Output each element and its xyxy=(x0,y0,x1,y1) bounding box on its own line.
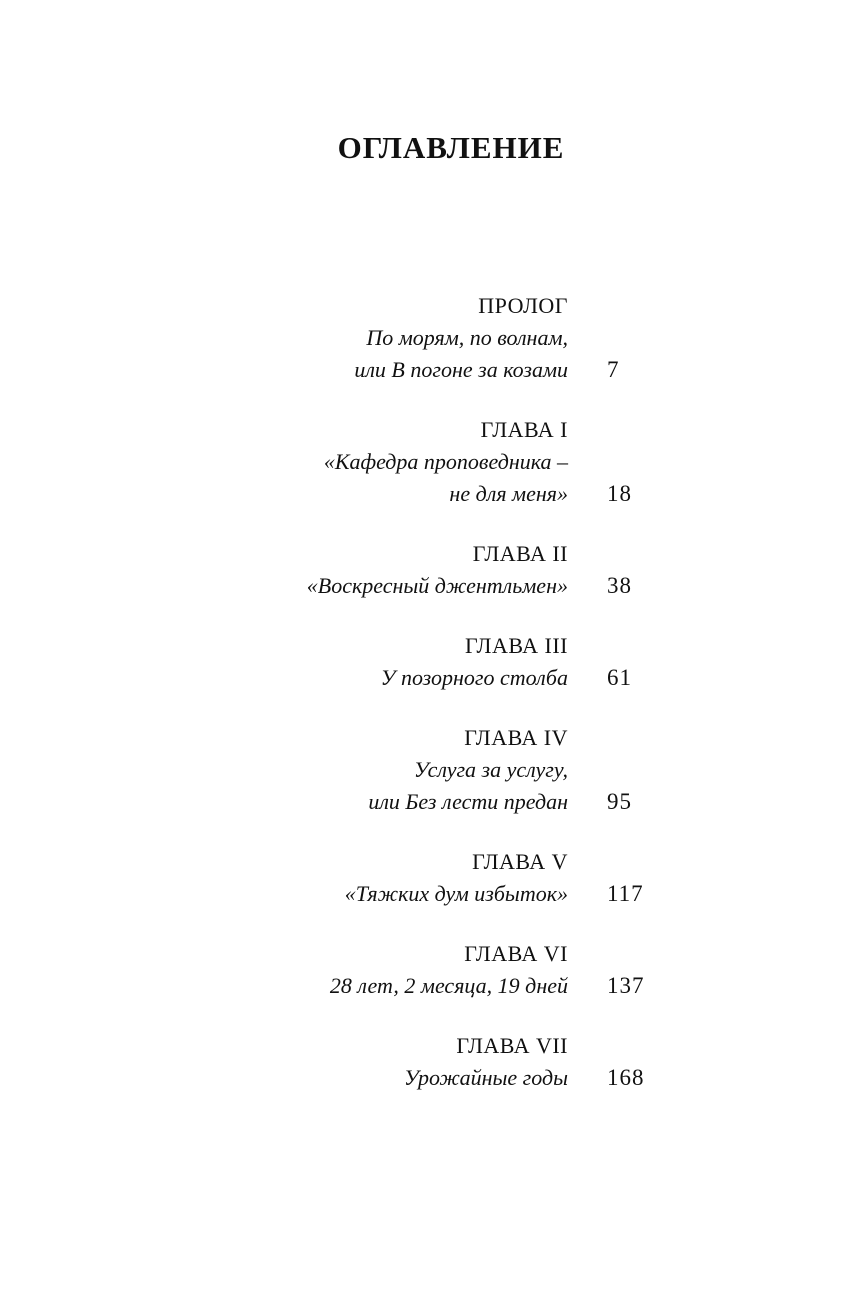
page-number: 168 xyxy=(607,1065,645,1090)
chapter-heading: ГЛАВА III xyxy=(464,633,568,658)
page-title: ОГЛАВЛЕНИЕ xyxy=(337,130,565,165)
chapter-title-line: У позорного столба xyxy=(380,665,568,690)
chapter-heading: ГЛАВА I xyxy=(480,417,568,442)
page-number: 117 xyxy=(607,881,644,906)
toc-entry-chapter-1[interactable] xyxy=(0,414,844,510)
chapter-heading: ГЛАВА IV xyxy=(464,725,568,750)
toc-entry-chapter-4[interactable] xyxy=(0,722,844,818)
chapter-heading: ПРОЛОГ xyxy=(478,293,568,318)
page-number: 7 xyxy=(607,357,620,382)
chapter-title-line: 28 лет, 2 месяца, 19 дней xyxy=(329,973,568,998)
toc-entry-chapter-7[interactable] xyxy=(0,1030,844,1094)
toc-entry-chapter-5[interactable] xyxy=(0,846,844,910)
toc-entry-prologue[interactable] xyxy=(0,290,844,386)
table-of-contents xyxy=(0,290,844,1094)
page-number: 61 xyxy=(607,665,632,690)
chapter-title-line: или В погоне за козами xyxy=(354,357,568,382)
page-number: 38 xyxy=(607,573,632,598)
chapter-title-line: Урожайные годы xyxy=(404,1065,568,1090)
toc-entry-chapter-3[interactable] xyxy=(0,630,844,694)
chapter-title-line: «Воскресный джентльмен» xyxy=(306,573,568,598)
chapter-title-line: или Без лести предан xyxy=(368,789,568,814)
page-number: 18 xyxy=(607,481,632,506)
chapter-title-line: не для меня» xyxy=(449,481,568,506)
chapter-heading: ГЛАВА II xyxy=(472,541,568,566)
toc-entry-chapter-2[interactable] xyxy=(0,538,844,602)
toc-entry-chapter-6[interactable] xyxy=(0,938,844,1002)
chapter-title-line: По морям, по волнам, xyxy=(366,325,568,350)
page-number: 137 xyxy=(607,973,645,998)
page-number: 95 xyxy=(607,789,632,814)
chapter-title-line: «Кафедра проповедника – xyxy=(323,449,568,474)
chapter-title-line: Услуга за услугу, xyxy=(413,757,568,782)
chapter-heading: ГЛАВА VI xyxy=(464,941,568,966)
chapter-title-line: «Тяжких дум избыток» xyxy=(344,881,568,906)
chapter-heading: ГЛАВА VII xyxy=(456,1033,568,1058)
chapter-heading: ГЛАВА V xyxy=(472,849,568,874)
